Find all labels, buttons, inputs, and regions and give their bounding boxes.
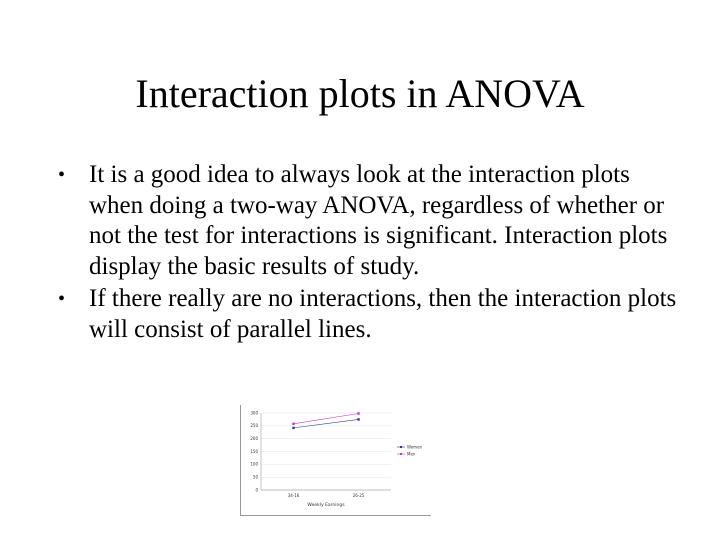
bullet-item — [58, 160, 678, 282]
legend-marker — [400, 453, 402, 455]
x-tick-label: 26-25 — [352, 493, 365, 498]
y-tick-label: 150 — [250, 448, 258, 454]
y-tick-label: 100 — [250, 461, 258, 467]
y-tick-label: 200 — [250, 436, 258, 442]
data-point — [357, 418, 359, 420]
data-point — [292, 427, 294, 429]
interaction-plot — [240, 405, 431, 516]
y-tick-label: 250 — [250, 423, 258, 429]
legend-marker — [400, 446, 402, 448]
data-point — [292, 423, 294, 425]
series-line-men — [294, 414, 359, 424]
y-tick-label: 300 — [250, 410, 258, 416]
y-tick-label: 0 — [255, 487, 258, 493]
x-tick-label: 34-16 — [287, 493, 300, 498]
bullet-icon: • — [58, 164, 66, 186]
x-axis-label: Weekly Earnings — [307, 503, 345, 508]
y-tick-label: 50 — [252, 474, 258, 480]
bullet-text: If there really are no interactions, then the interaction plots will consist of parallel lines. — [89, 285, 677, 343]
legend-label: Men — [407, 451, 416, 457]
bullet-icon: • — [58, 288, 66, 310]
legend-label: Women — [407, 444, 423, 450]
bullet-list — [58, 160, 678, 347]
bullet-item — [58, 284, 678, 345]
data-point — [357, 412, 359, 414]
slide-title: Interaction plots in ANOVA — [135, 71, 585, 116]
interaction-plot-svg — [241, 405, 431, 515]
series-line-women — [294, 419, 359, 427]
bullet-text: It is a good idea to always look at the interaction plots when doing a two-way ANOVA, regardless of whether or not the test for interactions is significant. Interaction plots display the basic results of study. — [89, 161, 668, 280]
